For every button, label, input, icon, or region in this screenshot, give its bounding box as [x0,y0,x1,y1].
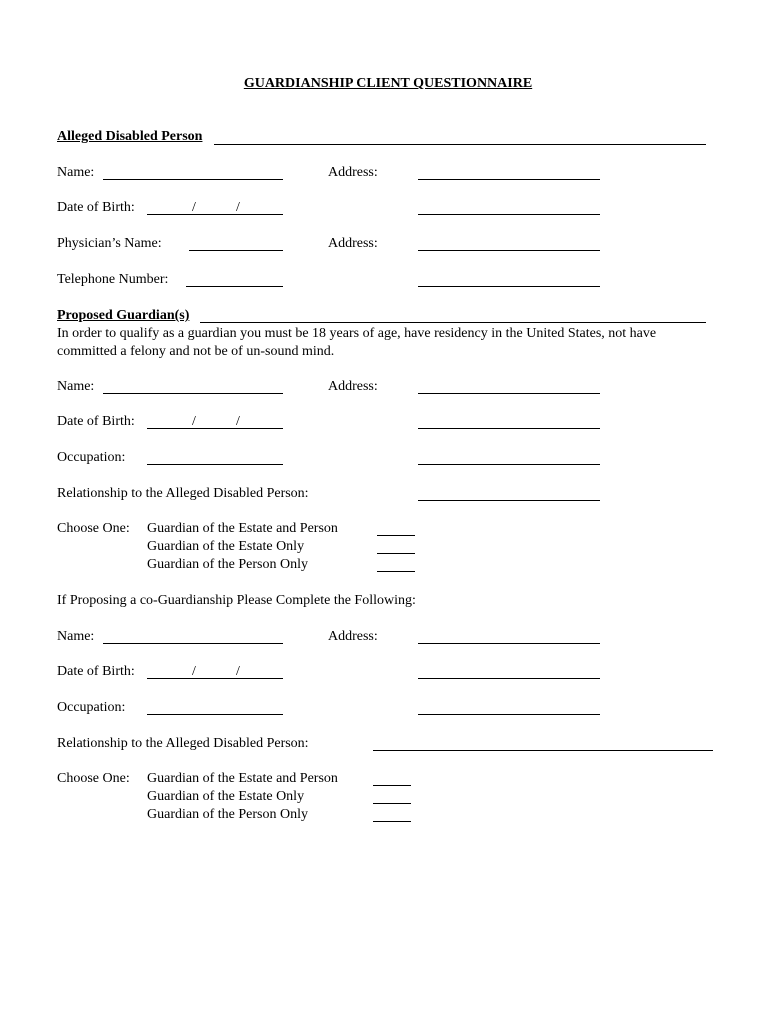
physician-name-field[interactable] [189,250,283,251]
guardian-address-field-line-3[interactable] [418,464,600,465]
section-heading-alleged-disabled-person: Alleged Disabled Person [57,129,203,144]
dob-separator: / [236,200,240,215]
co-guardian-name-field[interactable] [103,643,283,644]
co-guardian-choose-one-label: Choose One: [57,771,130,786]
guardian-address-field-line-2[interactable] [418,428,600,429]
co-guardian-address-field-line-3[interactable] [418,714,600,715]
option-person-only-blank[interactable] [377,571,415,572]
section-heading-rule [200,322,706,323]
co-guardian-occupation-label: Occupation: [57,700,126,715]
option-estate-and-person: Guardian of the Estate and Person [147,521,338,536]
co-guardian-name-label: Name: [57,629,95,644]
co-guardian-address-label: Address: [328,629,378,644]
co-guardian-relationship-label: Relationship to the Alleged Disabled Person: [57,736,309,751]
co-guardian-dob-field[interactable] [147,678,283,679]
name-label: Name: [57,165,95,180]
telephone-label: Telephone Number: [57,272,169,287]
address-field-line-1[interactable] [418,179,600,180]
physician-address-field-line-1[interactable] [418,250,600,251]
guardian-name-field[interactable] [103,393,283,394]
section-heading-rule [214,144,706,145]
guardian-occupation-field[interactable] [147,464,283,465]
dob-field[interactable] [147,214,283,215]
dob-separator: / [236,664,240,679]
co-guardian-address-field-line-1[interactable] [418,643,600,644]
co-guardianship-intro: If Proposing a co-Guardianship Please Complete the Following: [57,593,416,608]
physician-address-label: Address: [328,236,378,251]
physician-address-field-line-2[interactable] [418,286,600,287]
address-label: Address: [328,165,378,180]
option-person-only: Guardian of the Person Only [147,557,308,572]
name-field[interactable] [103,179,283,180]
guardian-occupation-label: Occupation: [57,450,126,465]
guardian-choose-one-label: Choose One: [57,521,130,536]
dob-label: Date of Birth: [57,200,135,215]
co-option-person-only-blank[interactable] [373,821,411,822]
co-guardian-relationship-field[interactable] [373,750,713,751]
dob-separator: / [192,414,196,429]
co-guardian-address-field-line-2[interactable] [418,678,600,679]
co-option-estate-and-person-blank[interactable] [373,785,411,786]
section-heading-proposed-guardians: Proposed Guardian(s) [57,308,190,323]
co-option-person-only: Guardian of the Person Only [147,807,308,822]
guardian-name-label: Name: [57,379,95,394]
dob-separator: / [192,664,196,679]
address-field-line-2[interactable] [418,214,600,215]
qualification-notice: In order to qualify as a guardian you must be 18 years of age, have residency in the United States, not have committed a felony and not be of un-sound mind. [57,326,657,359]
co-option-estate-and-person: Guardian of the Estate and Person [147,771,338,786]
guardian-address-field-line-1[interactable] [418,393,600,394]
guardian-address-label: Address: [328,379,378,394]
physician-name-label: Physician’s Name: [57,236,162,251]
dob-separator: / [236,414,240,429]
guardian-relationship-label: Relationship to the Alleged Disabled Person: [57,486,309,501]
co-guardian-dob-label: Date of Birth: [57,664,135,679]
dob-separator: / [192,200,196,215]
guardian-relationship-field[interactable] [418,500,600,501]
telephone-field[interactable] [186,286,283,287]
option-estate-only-blank[interactable] [377,553,415,554]
co-option-estate-only-blank[interactable] [373,803,411,804]
co-option-estate-only: Guardian of the Estate Only [147,789,305,804]
guardian-dob-field[interactable] [147,428,283,429]
guardian-dob-label: Date of Birth: [57,414,135,429]
option-estate-only: Guardian of the Estate Only [147,539,305,554]
page-title: GUARDIANSHIP CLIENT QUESTIONNAIRE [243,76,533,91]
co-guardian-occupation-field[interactable] [147,714,283,715]
option-estate-and-person-blank[interactable] [377,535,415,536]
